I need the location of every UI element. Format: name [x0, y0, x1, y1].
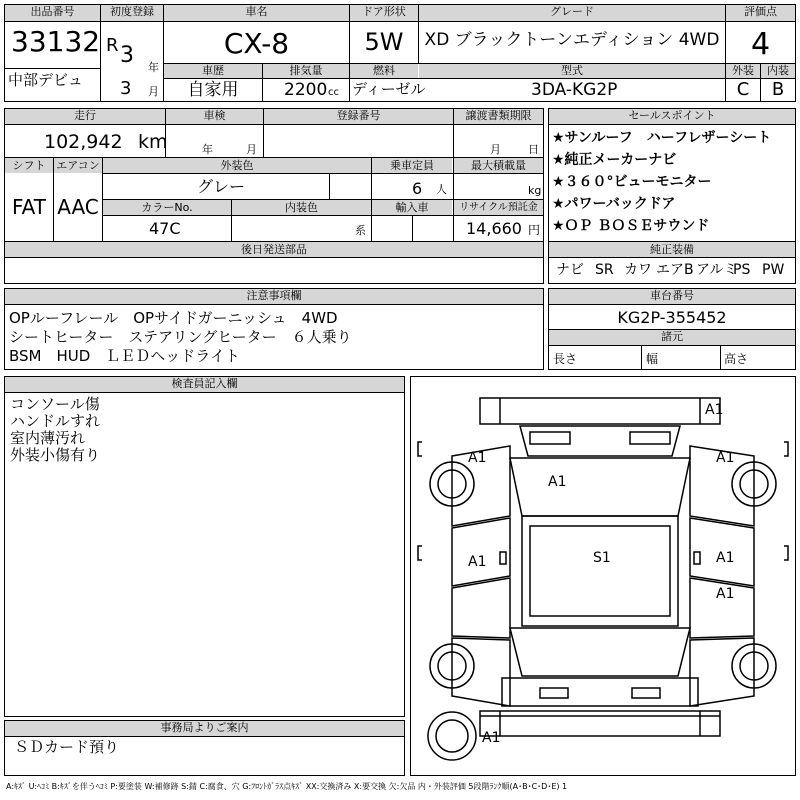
equip-ps: PS — [733, 262, 751, 278]
cc-unit: cc — [328, 87, 339, 98]
equip-navi: ナビ — [556, 262, 584, 278]
equip-airbag: エアB — [656, 262, 694, 278]
displacement: 2200 — [284, 80, 328, 100]
office-text: ＳＤカード預り — [14, 738, 120, 756]
dims-label: 諸元 — [549, 330, 795, 345]
km-unit: km — [138, 131, 168, 153]
damage-left-front-door: A1 — [468, 554, 487, 570]
shift: FAT — [11, 195, 46, 219]
exterior-grade: C — [736, 79, 750, 100]
docs-month-unit: 月 — [490, 143, 501, 156]
car-diagram — [410, 376, 796, 776]
door-shape: 5W — [364, 28, 404, 56]
sales-points-label: セールスポイント — [549, 109, 795, 124]
damage-left-front-fender: A1 — [468, 450, 487, 466]
fuel: ディーゼル — [352, 80, 426, 98]
model-label: 型式 — [419, 64, 725, 78]
damage-right-front-fender: A1 — [716, 450, 735, 466]
era: R — [106, 35, 119, 56]
color-no-label: カラーNo. — [103, 200, 231, 215]
door-label: ドア形状 — [350, 5, 418, 21]
plate-label: 登録番号 — [264, 109, 453, 124]
interior-suffix: 系 — [355, 224, 366, 237]
grade-label: グレード — [419, 5, 725, 21]
damage-right-rear-door: A1 — [716, 586, 735, 602]
grade: XD ブラックトーンエディション 4WD — [424, 30, 720, 50]
equip-sr: SR — [595, 262, 614, 278]
ac: AAC — [57, 195, 99, 219]
color: グレー — [197, 177, 246, 196]
height-label: 高さ — [724, 352, 749, 366]
damage-hood: A1 — [548, 474, 567, 490]
inspector-line-2: ハンドルすれ — [10, 412, 101, 430]
chassis-label: 車台番号 — [549, 289, 795, 304]
sales-point-2: ★純正メーカーナビ — [552, 152, 677, 168]
displacement-label: 排気量 — [263, 64, 349, 78]
score-label: 評価点 — [726, 5, 795, 21]
inspector-line-4: 外装小傷有り — [10, 446, 101, 464]
capacity-label: 乗車定員 — [372, 158, 452, 173]
chassis-number: KG2P-355452 — [617, 308, 727, 327]
notes-label: 注意事項欄 — [5, 289, 543, 304]
inspector-line-1: コンソール傷 — [10, 395, 100, 413]
legend: A:ｷｽﾞ U:ﾍｺﾐ B:ｷｽﾞを伴うﾍｺﾐ P:要塗装 W:補修跡 S:錆 C:腐食、穴 G:ﾌﾛﾝﾄｶﾞﾗｽ点ｷｽﾞ XX:交換済み X:要交換 欠:欠品 内・外装評価 5段階ﾗﾝｸ順(A･B･C･D･E) 1 — [6, 782, 568, 791]
note-line-3: BSM HUD ＬＥＤヘッドライト — [9, 347, 240, 365]
office-label: 事務局よりご案内 — [5, 721, 404, 736]
equip-alloy: アルミ — [696, 262, 738, 278]
note-line-1: OPルーフレール OPサイドガーニッシュ 4WD — [9, 309, 338, 327]
reg-month: 3 — [120, 78, 132, 99]
color-no: 47C — [149, 219, 181, 238]
recycle-label: リサイクル預託金 — [454, 200, 543, 215]
lot-label: 出品番号 — [5, 5, 100, 21]
year-unit: 年 — [148, 61, 159, 74]
damage-right-front-door: A1 — [716, 550, 735, 566]
equipment-label: 純正装備 — [549, 242, 795, 257]
insp-year-unit: 年 — [202, 143, 213, 156]
history: 自家用 — [187, 80, 239, 100]
kg-unit: kg — [528, 184, 542, 197]
lot-number: 33132 — [11, 25, 101, 58]
sales-point-1: ★サンルーフ ハーフレザーシート — [552, 130, 772, 146]
inspection-label: 車検 — [166, 109, 263, 124]
history-label: 車歴 — [164, 64, 262, 78]
mileage: 102,942 — [44, 131, 123, 153]
later-parts-label: 後日発送部品 — [5, 242, 543, 257]
length-label: 長さ — [553, 352, 578, 366]
insp-month-unit: 月 — [246, 143, 257, 156]
venue: 中部デビュ — [8, 71, 84, 89]
ac-label: エアコン — [54, 158, 102, 173]
yen-unit: 円 — [528, 223, 541, 237]
damage-roof: S1 — [593, 550, 611, 566]
capacity: 6 — [412, 179, 423, 198]
car-name: CX-8 — [223, 27, 290, 60]
color-label: 外装色 — [103, 158, 371, 173]
month-unit: 月 — [148, 85, 159, 98]
width-label: 幅 — [646, 352, 659, 366]
model: 3DA-KG2P — [531, 80, 618, 100]
inspector-label: 検査員記入欄 — [5, 377, 404, 392]
note-line-2: シートヒーター ステアリングヒーター ６人乗り — [9, 328, 352, 346]
shift-label: シフト — [5, 158, 53, 173]
sales-point-3: ★３６０°ビューモニター — [552, 174, 712, 190]
recycle-fee: 14,660 — [466, 219, 522, 238]
inspector-line-3: 室内薄汚れ — [10, 429, 86, 447]
reg-year: 3 — [120, 43, 134, 68]
capacity-unit: 人 — [436, 183, 447, 196]
fuel-label: 燃料 — [350, 64, 418, 78]
sales-point-4: ★パワーバックドア — [552, 196, 676, 212]
interior-label: 内装 — [761, 64, 795, 78]
damage-rear-bumper: A1 — [482, 730, 501, 746]
sales-point-5: ★ＯＰ ＢＯＳＥサウンド — [552, 218, 710, 234]
max-load-label: 最大積載量 — [454, 158, 543, 173]
car-name-label: 車名 — [164, 5, 349, 21]
docs-label: 譲渡書類期限 — [454, 109, 543, 124]
import-label: 輸入車 — [372, 200, 452, 215]
first-reg-label: 初度登録 — [101, 5, 163, 21]
interior-color-label: 内装色 — [232, 200, 371, 215]
interior-grade: B — [771, 79, 785, 100]
damage-front-bumper: A1 — [705, 402, 724, 418]
docs-day-unit: 日 — [528, 143, 539, 156]
exterior-label: 外装 — [726, 64, 760, 78]
mileage-label: 走行 — [5, 109, 165, 124]
equip-leather: カワ — [624, 262, 652, 278]
score: 4 — [750, 27, 771, 62]
equip-pw: PW — [762, 262, 785, 278]
